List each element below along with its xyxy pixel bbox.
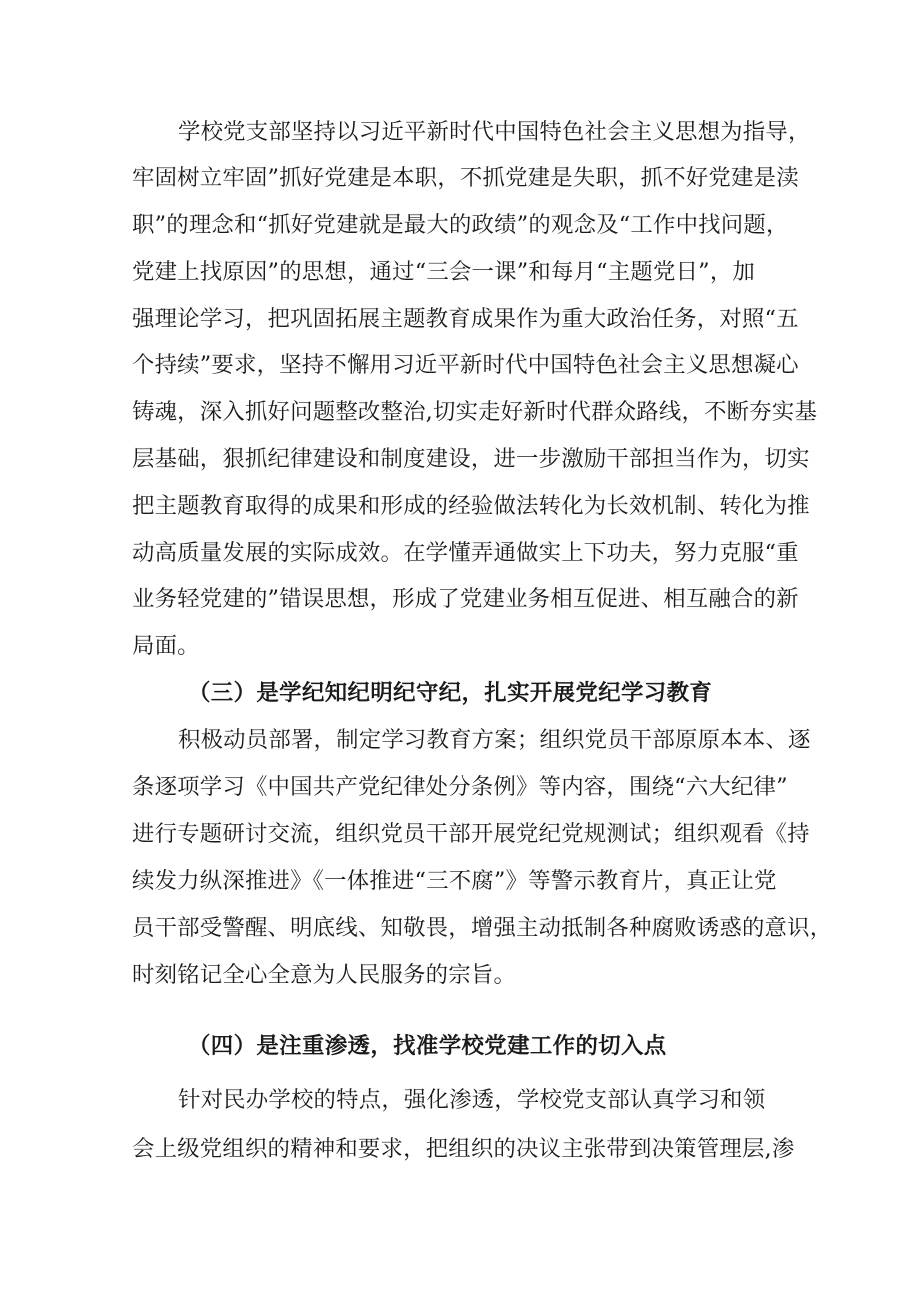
paragraph-2-line-2: 条逐项学习《中国共产党纪律处分条例》等内容，围绕“六大纪律” [132,774,788,800]
paragraph-2-line-5: 员干部受警醒、明底线、知敬畏，增强主动抵制各种腐败诱惑的意识， [132,915,833,941]
paragraph-2-line-6: 时刻铭记全心全意为人民服务的宗旨。 [132,962,517,988]
paragraph-1-line-2: 牢固树立牢固”抓好党建是本职，不抓党建是失职，抓不好党建是渎 [132,165,799,191]
paragraph-1-line-12: 局面。 [132,633,200,659]
paragraph-2-line-1: 积极动员部署，制定学习教育方案；组织党员干部原原本本、逐 [178,727,811,753]
paragraph-1-line-10: 动高质量发展的实际成效。在学懂弄通做实上下功夫，努力克服“重 [132,540,799,566]
paragraph-1-line-7: 铸魂，深入抓好问题整改整治,切实走好新时代群众路线，不断夯实基 [132,399,818,425]
paragraph-3-line-2: 会上级党组织的精神和要求，把组织的决议主张带到决策管理层,渗 [132,1136,795,1162]
paragraph-1-line-4: 党建上找原因”的思想，通过“三会一课”和每月“主题党日”，加 [132,259,755,285]
paragraph-2-line-4: 续发力纵深推进》《一体推进“三不腐”》等警示教育片，真正让党 [132,868,777,894]
paragraph-1-line-5: 强理论学习，把巩固拓展主题教育成果作为重大政治任务，对照“五 [132,306,799,332]
paragraph-1-line-8: 层基础，狠抓纪律建设和制度建设，进一步激励干部担当作为，切实 [132,446,810,472]
paragraph-1-line-9: 把主题教育取得的成果和形成的经验做法转化为长效机制、转化为推 [132,493,810,519]
paragraph-1-line-11: 业务轻党建的”错误思想，形成了党建业务相互促进、相互融合的新 [132,586,799,612]
section-heading-4: （四）是注重渗透，找准学校党建工作的切入点 [188,1033,667,1059]
paragraph-1-line-1: 学校党支部坚持以习近平新时代中国特色社会主义思想为指导， [178,119,811,145]
paragraph-2-line-3: 进行专题研讨交流，组织党员干部开展党纪党规测试；组织观看《持 [132,821,810,847]
paragraph-3-line-1: 针对民办学校的特点，强化渗透，学校党支部认真学习和领 [178,1087,766,1113]
paragraph-1-line-3: 职”的理念和“抓好党建就是最大的政绩”的观念及“工作中找问题， [132,212,789,238]
paragraph-1-line-6: 个持续”要求，坚持不懈用习近平新时代中国特色社会主义思想凝心 [132,352,799,378]
section-heading-3: （三）是学纪知纪明纪守纪，扎实开展党纪学习教育 [188,680,713,706]
